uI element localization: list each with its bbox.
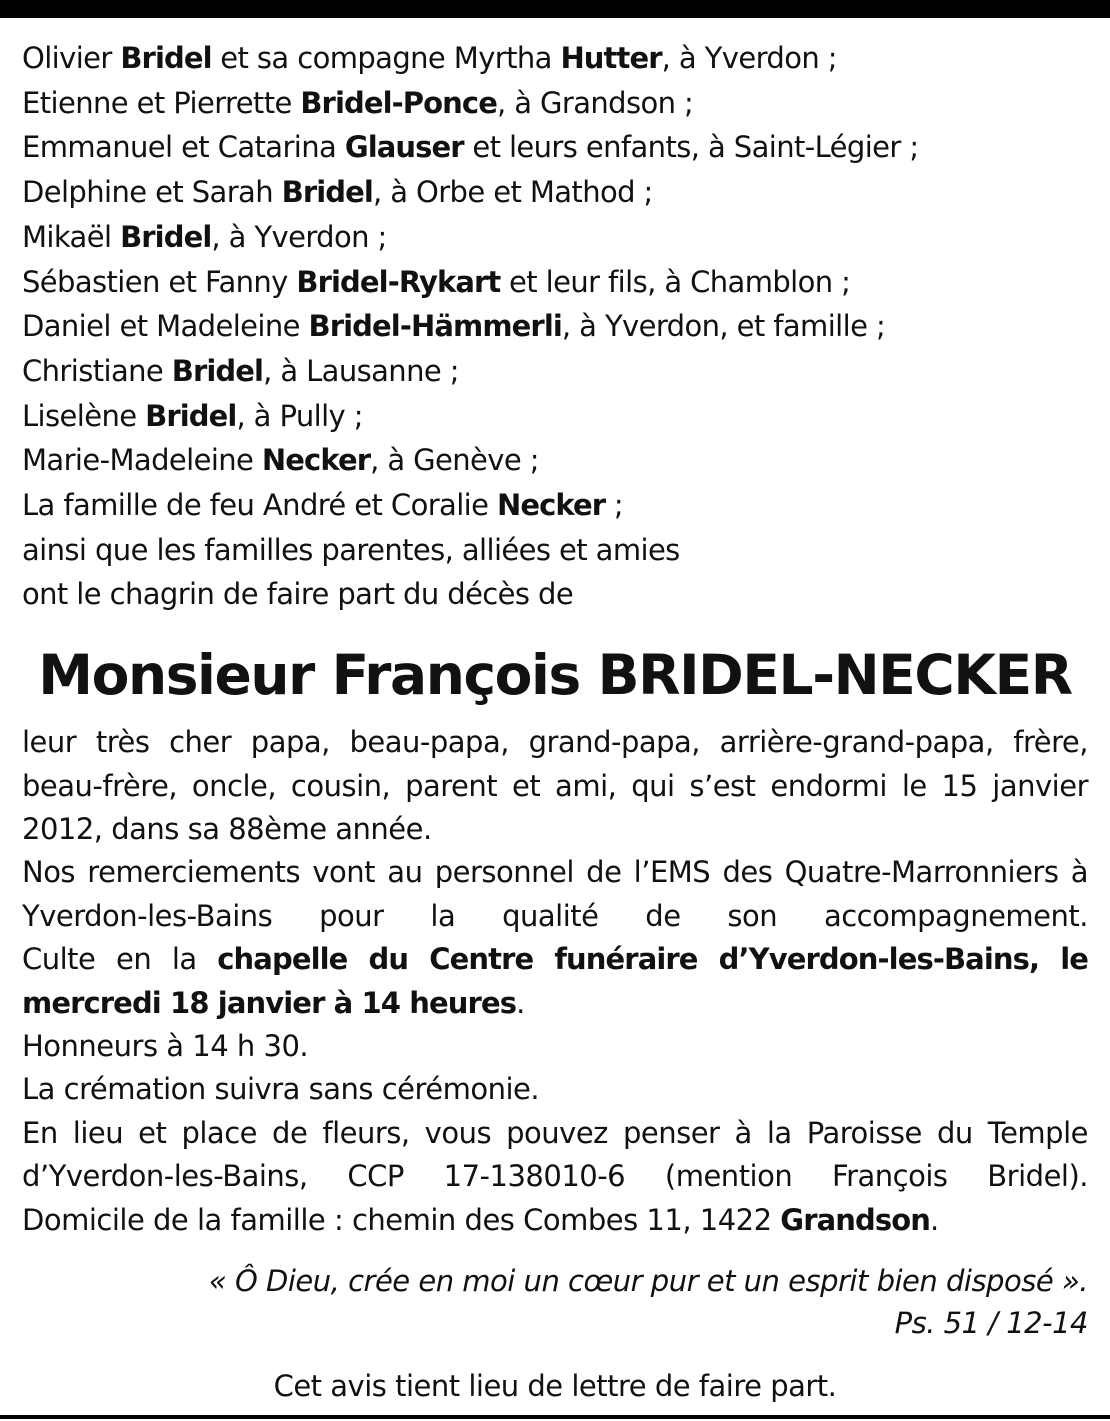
domicile-town: Grandson bbox=[780, 1202, 931, 1237]
mourner-line: Daniel et Madeleine Bridel-Hämmerli, à Yverdon, et famille ; bbox=[22, 309, 886, 344]
quote-text: « Ô Dieu, crée en moi un cœur pur et un esprit bien disposé ». bbox=[208, 1264, 1088, 1299]
family-name: Bridel bbox=[145, 398, 237, 433]
service-paragraph: Culte en la chapelle du Centre funéraire d’Yverdon-les-Bains, le mercredi 18 janvier à 14 heures. bbox=[22, 942, 1088, 1020]
flowers-paragraph: En lieu et place de fleurs, vous pouvez penser à la Paroisse du Temple d’Yverdon-les-Bains, CCP 17-138010-6 (mention François Bridel). bbox=[22, 1115, 1088, 1194]
deceased-name: Monsieur François BRIDEL-NECKER bbox=[38, 643, 1072, 708]
family-name: Bridel-Hämmerli bbox=[308, 309, 562, 344]
relatives-line: ainsi que les familles parentes, alliées et amies bbox=[22, 532, 680, 567]
mourner-line: Liselène Bridel, à Pully ; bbox=[22, 398, 363, 433]
mourner-line: Marie-Madeleine Necker, à Genève ; bbox=[22, 443, 539, 478]
thanks-paragraph: Nos remerciements vont au personnel de l’EMS des Quatre-Marronniers à Yverdon-les-Bains pour la qualité de son accompagnement. bbox=[22, 855, 1088, 933]
domicile-line: Domicile de la famille : chemin des Combes 11, 1422 Grandson. bbox=[22, 1202, 939, 1237]
family-name: Glauser bbox=[344, 130, 464, 165]
family-name: Hutter bbox=[560, 41, 662, 75]
notice-body bbox=[22, 721, 1088, 1242]
family-name: Bridel bbox=[120, 41, 212, 75]
mourner-line: Etienne et Pierrette Bridel-Ponce, à Grandson ; bbox=[22, 85, 694, 120]
mourner-line: Olivier Bridel et sa compagne Myrtha Hutter, à Yverdon ; bbox=[22, 41, 837, 75]
quote-reference: Ps. 51 / 12-14 bbox=[894, 1306, 1088, 1341]
description-paragraph: leur très cher papa, beau-papa, grand-papa, arrière-grand-papa, frère, beau-frère, oncle, cousin, parent et ami, qui s’est endormi le 15 janvier 2012, dans sa 88ème année. bbox=[22, 725, 1088, 846]
mourner-line: La famille de feu André et Coralie Necker ; bbox=[22, 488, 624, 523]
family-name: Bridel-Rykart bbox=[296, 264, 501, 299]
mourner-line: Christiane Bridel, à Lausanne ; bbox=[22, 353, 459, 388]
service-details: chapelle du Centre funéraire d’Yverdon-les-Bains, le mercredi 18 janvier à 14 heures bbox=[22, 942, 1088, 1020]
bottom-rule bbox=[0, 1415, 1110, 1419]
family-name: Necker bbox=[261, 443, 371, 478]
family-name: Bridel bbox=[171, 353, 264, 388]
mourners-list bbox=[22, 36, 1088, 617]
mourner-line: Delphine et Sarah Bridel, à Orbe et Mathod ; bbox=[22, 175, 653, 210]
death-notice bbox=[22, 36, 1088, 1406]
top-rule bbox=[0, 0, 1110, 18]
mourner-line: Emmanuel et Catarina Glauser et leurs enfants, à Saint-Légier ; bbox=[22, 130, 919, 165]
bible-quote bbox=[22, 1260, 1088, 1344]
family-name: Bridel-Ponce bbox=[300, 85, 497, 120]
closing-note: Cet avis tient lieu de lettre de faire part. bbox=[273, 1369, 837, 1404]
family-name: Bridel bbox=[281, 175, 373, 210]
cremation-line: La crémation suivra sans cérémonie. bbox=[22, 1072, 540, 1107]
family-name: Necker bbox=[497, 488, 606, 523]
announcement-line: ont le chagrin de faire part du décès de bbox=[22, 577, 574, 612]
mourner-line: Sébastien et Fanny Bridel-Rykart et leur fils, à Chamblon ; bbox=[22, 264, 851, 299]
mourner-line: Mikaël Bridel, à Yverdon ; bbox=[22, 219, 387, 254]
honours-line: Honneurs à 14 h 30. bbox=[22, 1028, 309, 1063]
family-name: Bridel bbox=[120, 219, 212, 254]
